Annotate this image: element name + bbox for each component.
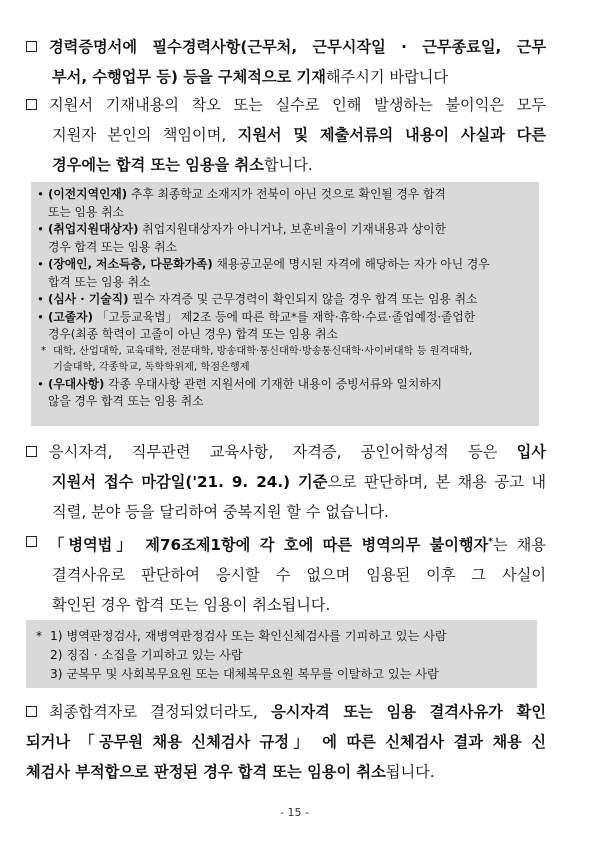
- eligibility-line-1a: 응시자격, 직무관련 교육사항, 자격증, 공인어학성적 등은: [49, 443, 517, 461]
- notice-false-information: [26, 90, 546, 180]
- page-number: - 15 -: [280, 806, 309, 819]
- list-item: [37, 309, 533, 344]
- item-key: (장애인, 저소득층, 다문화가족): [48, 257, 213, 271]
- notice-military-service: [26, 527, 546, 620]
- cancellation-cases-box: [31, 182, 539, 426]
- footnote-item: 3) 군복무 및 사회복무요원 또는 대체복무요원 복무를 이탈하고 있는 사람: [50, 667, 439, 681]
- military-line-3: 확인된 경우 합격 또는 임용이 취소됩니다.: [52, 596, 331, 615]
- false-info-line-2a: 지원자 본인의 책임이며,: [52, 126, 238, 144]
- military-footnote-box: [26, 620, 537, 688]
- eligibility-line-2b: 으로 판단하며, 본 채용 공고 내: [327, 473, 546, 491]
- item-key: (심사 · 기술직): [48, 292, 129, 306]
- checkbox-square-icon: [26, 706, 37, 717]
- checkbox-square-icon: [26, 99, 37, 110]
- item-key: (고졸자): [48, 309, 93, 324]
- bullet-icon: •: [37, 309, 44, 324]
- physical-line-3b: 됩니다.: [385, 763, 435, 781]
- physical-line-3a: 체검사 부적합으로 판정된 경우 합격 또는 임용이 취소: [26, 763, 386, 781]
- footnote-line-2: 기술대학, 각종학교, 독학학위제, 학점은행제: [53, 361, 250, 373]
- false-info-line-3b: 합니다.: [263, 156, 313, 174]
- career-line-2-rest: 해주시기 바랍니다: [325, 68, 449, 86]
- notice-eligibility-date: [26, 437, 546, 527]
- item-text: 각종 우대사항 관련 지원서에 기재한 내용이 증빙서류와 일치하지: [104, 376, 443, 391]
- item-text-cont: 합격 또는 임용 취소: [48, 274, 151, 289]
- checkbox-square-icon: [26, 446, 37, 457]
- footnote: [37, 344, 533, 376]
- footnote-item: 2) 징집 · 소집을 기피하고 있는 사람: [50, 648, 243, 662]
- false-info-line-2b: 지원서 및 제출서류의 내용이 사실과 다른: [237, 126, 546, 144]
- false-info-line-1: 지원서 기재내용의 착오 또는 실수로 인해 발생하는 불이익은 모두: [49, 96, 546, 114]
- list-item: [37, 186, 533, 221]
- item-key: (이전지역인재): [48, 187, 128, 201]
- notice-physical-exam: [26, 697, 546, 787]
- item-text: 취업지원대상자가 아니거나, 보훈비율이 기재내용과 상이한: [138, 222, 446, 236]
- footnote-item: 1) 병역판정검사, 재병역판정검사 또는 확인신체검사를 기피하고 있는 사람: [50, 629, 447, 643]
- footnote-line-1: 대학, 산업대학, 교육대학, 전문대학, 방송대학·통신대학·방송통신대학·사이버대학 등 원격대학,: [53, 345, 473, 357]
- physical-line-1a: 최종합격자로 결정되었더라도,: [49, 703, 272, 721]
- item-text: 필수 자격증 및 근무경력이 확인되지 않을 경우 합격 또는 임용 취소: [128, 292, 478, 306]
- military-line-1b: 는 채용: [493, 536, 546, 555]
- physical-line-2: 되거나 「공무원 채용 신체검사 규정」 에 따른 신체검사 결과 채용 신: [26, 733, 546, 751]
- bullet-icon: •: [37, 257, 44, 271]
- bullet-icon: •: [37, 292, 44, 306]
- item-text: 「고등교육법」 제2조 등에 따른 학교*를 재학·휴학·수료·졸업예정·졸업한: [92, 309, 476, 324]
- item-key: (우대사항): [48, 376, 105, 391]
- physical-line-1b: 응시자격 또는 임용 결격사유가 확인: [271, 703, 546, 721]
- list-item: [37, 256, 533, 291]
- list-item: [37, 376, 533, 411]
- career-line-1: 경력증명서에 필수경력사항(근무처, 근무시작일 · 근무종료일, 근무: [49, 38, 546, 56]
- item-text-cont: 않을 경우 합격 또는 임용 취소: [48, 394, 204, 408]
- asterisk-icon: *: [488, 537, 493, 547]
- list-item: [37, 291, 533, 309]
- military-line-2: 결격사유로 판단하여 응시할 수 없으며 임용된 이후 그 사실이: [52, 566, 546, 585]
- military-line-1a: 「병역법」 제76조제1항에 각 호에 따른 병역의무 불이행자: [49, 536, 489, 555]
- item-text: 추후 최종학교 소재지가 전북이 아닌 것으로 확인될 경우 합격: [127, 187, 446, 201]
- asterisk-icon: *: [41, 345, 47, 357]
- item-text: 채용공고문에 명시된 자격에 해당하는 자가 아닌 경우: [212, 257, 490, 271]
- bullet-icon: •: [37, 376, 44, 391]
- checkbox-square-icon: [26, 536, 37, 547]
- notice-career-certificate: [26, 32, 546, 92]
- eligibility-line-3: 직렬, 분야 등을 달리하여 중복지원 할 수 없습니다.: [52, 503, 389, 521]
- list-item: [37, 221, 533, 256]
- item-text-cont: 또는 임용 취소: [48, 204, 124, 219]
- item-text-cont: 경우(최종 학력이 고졸이 아닌 경우) 합격 또는 임용 취소: [48, 327, 338, 341]
- eligibility-line-2a: 지원서 접수 마감일('21. 9. 24.) 기준: [52, 473, 328, 491]
- bullet-icon: •: [37, 187, 44, 201]
- false-info-line-3a: 경우에는 합격 또는 임용을 취소: [52, 156, 264, 174]
- checkbox-square-icon: [26, 41, 37, 52]
- eligibility-line-1b: 입사: [516, 443, 546, 461]
- item-key: (취업지원대상자): [48, 222, 139, 236]
- item-text-cont: 경우 합격 또는 임용 취소: [48, 239, 177, 254]
- asterisk-icon: *: [36, 629, 43, 643]
- bullet-icon: •: [37, 222, 44, 236]
- career-line-2-bold: 부서, 수행업무 등) 등을 구체적으로 기재: [52, 68, 326, 86]
